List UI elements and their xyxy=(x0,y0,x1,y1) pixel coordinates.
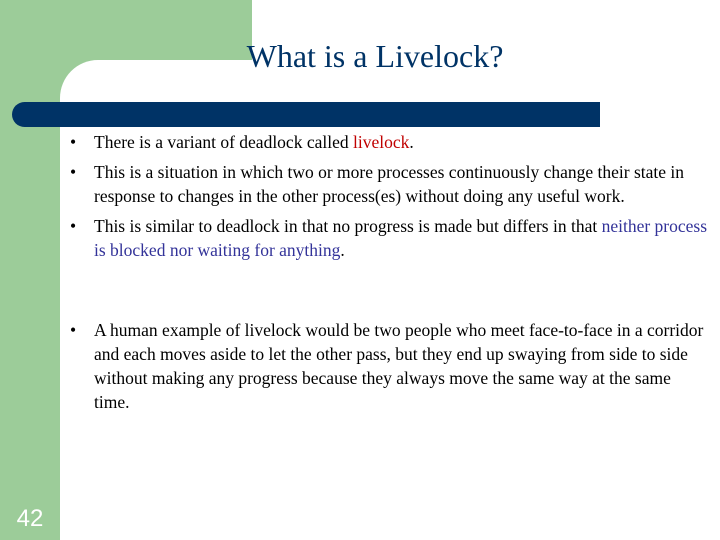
bullet-item xyxy=(70,130,710,154)
bullet-item xyxy=(70,318,710,414)
page-number: 42 xyxy=(16,505,44,532)
bullet-text: This is a situation in which two or more processes continuously change their state in response to changes in the other process(es) without doing any useful work. xyxy=(94,162,685,206)
bullet-item xyxy=(70,160,710,208)
bullet-marker: • xyxy=(70,320,77,340)
bullet-text: This is similar to deadlock in that no progress is made but differs in that xyxy=(94,216,602,236)
title-underline-bar xyxy=(12,102,600,127)
bullet-list xyxy=(70,130,710,420)
bullet-text-end: . xyxy=(340,240,345,260)
bullet-item xyxy=(70,214,710,262)
bullet-marker: • xyxy=(70,216,77,236)
slide-title: What is a Livelock? xyxy=(246,38,504,74)
bullet-text: A human example of livelock would be two people who meet face-to-face in a corridor and each moves aside to let the other pass, but they end up swaying from side to side without making any progress because they always move the same way at the same time. xyxy=(94,320,704,412)
highlight-term: livelock xyxy=(352,132,410,152)
bullet-text: There is a variant of deadlock called xyxy=(94,132,353,152)
highlight-phrase: neither process is blocked nor waiting for anything xyxy=(94,216,708,260)
bullet-marker: • xyxy=(70,132,77,152)
left-sidebar-band xyxy=(0,0,60,540)
bullet-text-end: . xyxy=(409,132,414,152)
bullet-marker: • xyxy=(70,162,77,182)
